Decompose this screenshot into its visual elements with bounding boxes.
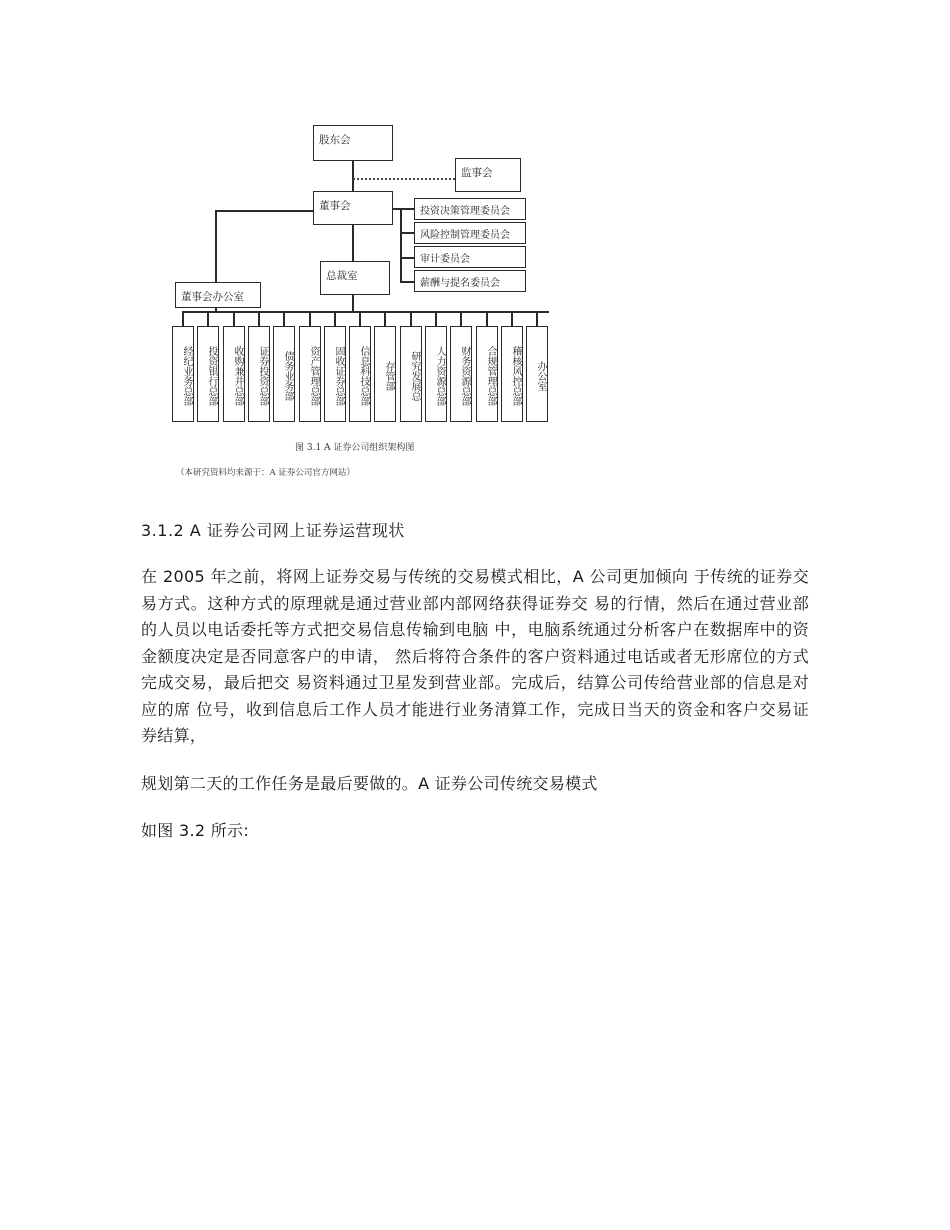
connector-line — [352, 161, 354, 191]
connector-line — [400, 208, 402, 282]
connector-line — [511, 311, 513, 326]
connector-line — [182, 311, 549, 313]
connector-line — [359, 311, 361, 326]
department-node: 财务资源总部 — [450, 326, 472, 422]
department-node: 固收证券总部 — [324, 326, 346, 422]
department-node: 收购兼并总部 — [223, 326, 245, 422]
connector-line — [536, 311, 538, 326]
connector-line — [384, 311, 386, 326]
connector-line — [435, 311, 437, 326]
connector-line — [393, 208, 400, 210]
department-node: 资产管理总部 — [299, 326, 321, 422]
department-node: 稽核风控总部 — [501, 326, 523, 422]
body-paragraph-1: 在 2005 年之前，将网上证券交易与传统的交易模式相比，A 公司更加倾向 于传统的证券交易方式。这种方式的原理就是通过营业部内部网络获得证券交 易的行情，然后在通过营业部的人员以电话委托等方式把交易信息传输到电脑 中，电脑系统通过分析客户在数据库中的资金额度决定是否同意客户的申请， 然后将符合条件的客户资料通过电话或者无形席位的方式完成交易，最后把交 易资料通过卫星发到营业部。完成后，结算公司传给营业部的信息是对应的席 位号，收到信息后工作人员才能进行业务清算工作，完成日当天的资金和客户交易证券结算， — [141, 567, 809, 745]
node-president-office: 总裁室 — [320, 261, 390, 295]
department-node: 研究发展总 — [400, 326, 422, 422]
connector-line — [334, 311, 336, 326]
connector-line — [400, 232, 414, 234]
node-committee-compensation: 薪酬与提名委员会 — [414, 270, 526, 292]
department-node: 债务业务部 — [273, 326, 295, 422]
node-committee-risk: 风险控制管理委员会 — [414, 222, 526, 244]
department-node: 证券投资总部 — [248, 326, 270, 422]
connector-line — [460, 311, 462, 326]
connector-line — [207, 311, 209, 326]
node-board-office: 董事会办公室 — [175, 282, 261, 308]
connector-line — [486, 311, 488, 326]
connector-line — [309, 311, 311, 326]
department-node: 办公室 — [526, 326, 548, 422]
connector-line — [400, 208, 414, 210]
connector-line — [215, 210, 313, 212]
connector-line — [400, 281, 414, 283]
node-board: 董事会 — [313, 191, 393, 225]
node-committee-investment: 投资决策管理委员会 — [414, 198, 526, 220]
connector-line — [410, 311, 412, 326]
body-paragraph-2: 规划第二天的工作任务是最后要做的。A 证券公司传统交易模式 — [141, 774, 598, 793]
department-node: 合规管理总部 — [476, 326, 498, 422]
connector-line — [400, 257, 414, 259]
department-node: 人力资源总部 — [425, 326, 447, 422]
dotted-connector — [353, 178, 455, 180]
connector-line — [215, 210, 217, 282]
connector-line — [352, 295, 354, 311]
node-committee-audit: 审计委员会 — [414, 246, 526, 268]
department-node: 存管部 — [374, 326, 396, 422]
figure-caption: 图 3.1 A 证券公司组织架构图 — [295, 443, 415, 453]
department-node: 投资银行总部 — [197, 326, 219, 422]
body-paragraph-3: 如图 3.2 所示: — [141, 821, 250, 840]
org-chart-figure — [160, 110, 580, 490]
department-node: 信息科技总部 — [349, 326, 371, 422]
department-node: 经纪业务总部 — [172, 326, 194, 422]
node-supervisors: 监事会 — [455, 158, 521, 192]
figure-source-note: （本研究资料均来源于：A 证券公司官方网站） — [176, 468, 355, 478]
connector-line — [352, 225, 354, 261]
connector-line — [182, 311, 184, 326]
section-heading: 3.1.2 A 证券公司网上证券运营现状 — [141, 521, 405, 540]
connector-line — [215, 308, 217, 312]
connector-line — [258, 311, 260, 326]
connector-line — [283, 311, 285, 326]
connector-line — [233, 311, 235, 326]
node-shareholders: 股东会 — [313, 125, 393, 161]
